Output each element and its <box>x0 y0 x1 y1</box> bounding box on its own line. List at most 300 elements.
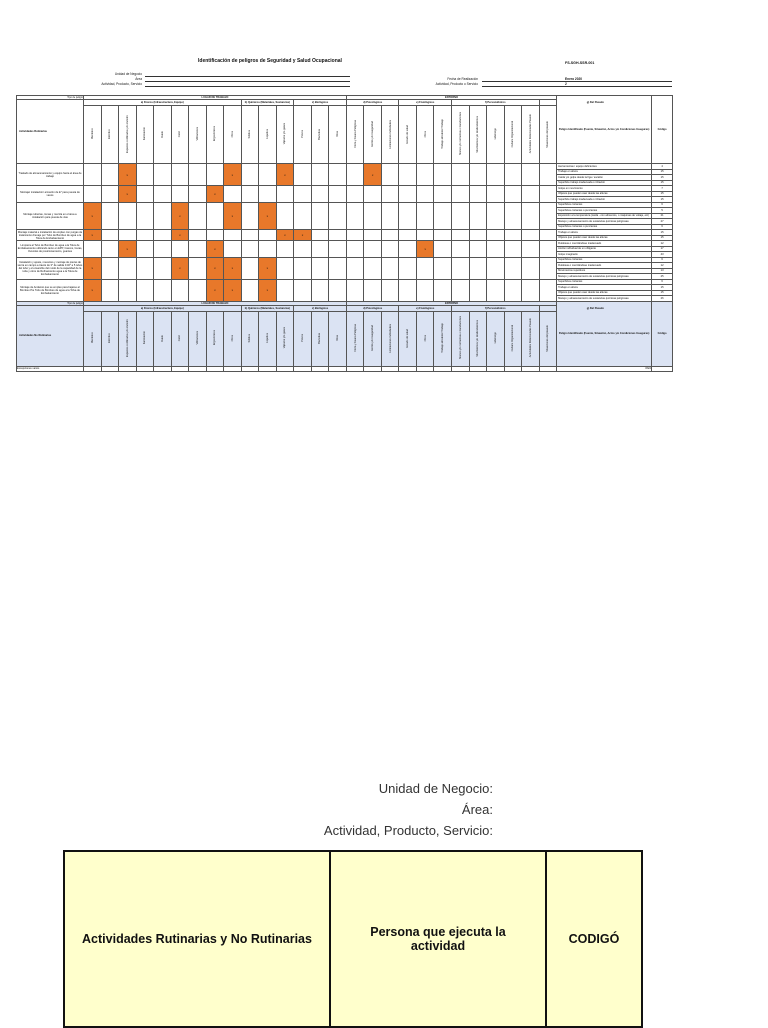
footer-cell[interactable] <box>329 366 347 371</box>
hazard-cell[interactable] <box>241 241 259 258</box>
hazard-cell[interactable] <box>487 202 505 230</box>
bottom-group-5: f) Personal/otros <box>451 305 539 311</box>
top-column-label-25: Actividades Relacionadas Pasado <box>528 114 532 154</box>
hazard-cell[interactable] <box>399 230 417 241</box>
hazard-cell[interactable] <box>329 186 347 203</box>
bottom-actividades-header: Actividades No Rutinarias <box>17 305 84 366</box>
bottom-column-label-20: Trabajo alrededor Trabajo <box>441 323 445 353</box>
footer-cell[interactable] <box>206 366 224 371</box>
hazard-cell[interactable] <box>399 202 417 230</box>
hazard-mark[interactable]: x <box>206 257 224 279</box>
footer-cell[interactable] <box>224 366 242 371</box>
activity-cell: Montaje de Andamio que se empleo para bajarse al Bombeo Pie Tubo de Bombeo de agua a la Tolva de Embalsamiento <box>17 279 84 301</box>
hazard-cell[interactable] <box>522 230 540 241</box>
hazard-mark[interactable]: x <box>84 202 102 230</box>
hazard-text: Superficies cortantes <box>557 202 652 208</box>
top-tipo-peligro: Tipo de peligro <box>17 96 84 100</box>
hazard-mark[interactable]: x <box>84 230 102 241</box>
hazard-cell[interactable] <box>487 257 505 279</box>
hazard-cell[interactable] <box>434 230 452 241</box>
hazard-cell[interactable] <box>399 279 417 301</box>
hazard-cell[interactable] <box>101 279 119 301</box>
hazard-cell[interactable] <box>311 257 329 279</box>
top-column-12 <box>294 106 312 164</box>
hazard-cell[interactable] <box>487 186 505 203</box>
hazard-cell[interactable] <box>241 202 259 230</box>
hazard-cell[interactable] <box>101 230 119 241</box>
hazard-cell[interactable] <box>487 241 505 258</box>
hazard-cell[interactable] <box>101 257 119 279</box>
hazard-mark[interactable]: x <box>259 279 277 301</box>
hazard-cell[interactable] <box>311 164 329 186</box>
hazard-cell[interactable] <box>504 257 522 279</box>
hazard-cell[interactable] <box>276 241 294 258</box>
hazard-code: 13 <box>652 268 673 274</box>
bottom-lugar-trabajo: LUGAR DE TRABAJO <box>84 301 347 305</box>
hazard-text: Manejo y almacenamiento de sustancias químicas peligrosas <box>557 274 652 280</box>
hazard-cell[interactable] <box>469 241 487 258</box>
hazard-cell[interactable] <box>539 202 557 230</box>
hazard-cell[interactable] <box>504 230 522 241</box>
hazard-cell[interactable] <box>346 186 364 203</box>
bottom-column-label-15: Flora y Fauna Peligrosa <box>353 324 357 352</box>
bottom-group-2: c) Biológicos <box>294 305 347 311</box>
hazard-text: Superficies cortantes <box>557 279 652 285</box>
hazard-mark[interactable]: x <box>224 257 242 279</box>
hazard-cell[interactable] <box>434 164 452 186</box>
hazard-cell[interactable] <box>522 241 540 258</box>
hazard-cell[interactable] <box>504 279 522 301</box>
top-column-label-1: Eléctrico <box>108 129 112 139</box>
hazard-cell[interactable] <box>381 186 399 203</box>
hazard-cell[interactable] <box>171 279 189 301</box>
hazard-cell[interactable] <box>241 279 259 301</box>
hazard-cell[interactable] <box>189 164 207 186</box>
hazard-text: Trabajo en altura <box>557 230 652 236</box>
zoom-label-unidad: Unidad de Negocio: <box>378 781 493 796</box>
actividad-field-line[interactable] <box>145 86 350 87</box>
footer-cell[interactable] <box>171 366 189 371</box>
hazard-cell[interactable] <box>136 186 154 203</box>
bottom-group-0: a) Físicos (Infraestructura, Equipo) <box>84 305 242 311</box>
hazard-cell[interactable] <box>381 279 399 301</box>
hazard-cell[interactable] <box>469 230 487 241</box>
hazard-cell[interactable] <box>522 279 540 301</box>
hazard-cell[interactable] <box>364 230 382 241</box>
hazard-cell[interactable] <box>294 241 312 258</box>
hazard-cell[interactable] <box>259 164 277 186</box>
hazard-cell[interactable] <box>154 202 172 230</box>
hazard-cell[interactable] <box>346 164 364 186</box>
bottom-column-4 <box>154 311 172 366</box>
hazard-cell[interactable] <box>381 164 399 186</box>
hazard-cell[interactable] <box>101 164 119 186</box>
hazard-text: Ruidosas o mezclándose inadecuado <box>557 263 652 269</box>
bottom-column-0 <box>84 311 102 366</box>
top-column-13 <box>311 106 329 164</box>
footer-cell[interactable] <box>399 366 417 371</box>
hazard-cell[interactable] <box>539 257 557 279</box>
footer-cell[interactable] <box>241 366 259 371</box>
hazard-cell[interactable] <box>189 202 207 230</box>
top-column-18 <box>399 106 417 164</box>
top-column-22 <box>469 106 487 164</box>
hazard-cell[interactable] <box>136 202 154 230</box>
hazard-cell[interactable] <box>539 241 557 258</box>
hazard-code: 6 <box>652 224 673 230</box>
hazard-mark[interactable]: x <box>119 241 137 258</box>
hazard-text: Golpe imaginario <box>557 252 652 258</box>
fecha-field-line[interactable] <box>482 81 672 82</box>
hazard-cell[interactable] <box>84 186 102 203</box>
hazard-cell[interactable] <box>381 230 399 241</box>
hazard-cell[interactable] <box>154 186 172 203</box>
bottom-group-3: d) Psicológicos <box>346 305 399 311</box>
hazard-mark[interactable]: x <box>259 257 277 279</box>
hazard-cell[interactable] <box>346 241 364 258</box>
hazard-cell[interactable] <box>136 241 154 258</box>
hazard-cell[interactable] <box>451 202 469 230</box>
hazard-cell[interactable] <box>311 202 329 230</box>
hazard-cell[interactable] <box>154 230 172 241</box>
top-column-label-6: Vibraciones <box>195 127 199 141</box>
hazard-mark[interactable]: x <box>206 186 224 203</box>
hazard-mark[interactable]: x <box>224 164 242 186</box>
hazard-text: Herramientas / equipo deficientes <box>557 164 652 170</box>
hazard-cell[interactable] <box>539 186 557 203</box>
bottom-column-label-4: Ruido <box>160 334 164 342</box>
hazard-cell[interactable] <box>416 186 434 203</box>
footer-cell[interactable] <box>539 366 557 371</box>
top-column-21 <box>451 106 469 164</box>
footer-cell[interactable] <box>469 366 487 371</box>
hazard-mark[interactable]: x <box>276 230 294 241</box>
hazard-cell[interactable] <box>469 202 487 230</box>
hazard-cell[interactable] <box>451 164 469 186</box>
hazard-cell[interactable] <box>189 186 207 203</box>
hazard-cell[interactable] <box>539 279 557 301</box>
hazard-mark[interactable]: x <box>224 279 242 301</box>
hazard-cell[interactable] <box>451 186 469 203</box>
hazard-mark[interactable]: x <box>206 279 224 301</box>
bottom-tipo-peligro: Tipo de peligro <box>17 301 84 305</box>
hazard-mark[interactable]: x <box>171 230 189 241</box>
hazard-cell[interactable] <box>171 186 189 203</box>
footer-cell[interactable] <box>84 366 102 371</box>
footer-cell[interactable] <box>381 366 399 371</box>
hazard-cell[interactable] <box>469 279 487 301</box>
hazard-cell[interactable] <box>206 230 224 241</box>
zoom-label-area: Área: <box>461 802 493 817</box>
top-column-1 <box>101 106 119 164</box>
hazard-cell[interactable] <box>136 164 154 186</box>
bottom-column-label-6: Vibraciones <box>195 331 199 345</box>
hazard-cell[interactable] <box>329 230 347 241</box>
hazard-cell[interactable] <box>329 257 347 279</box>
hazard-cell[interactable] <box>487 164 505 186</box>
hazard-cell[interactable] <box>469 257 487 279</box>
footer-cell[interactable] <box>451 366 469 371</box>
hazard-cell[interactable] <box>504 202 522 230</box>
hazard-text: Caída y/o golpe desde la figa / escalón <box>557 175 652 181</box>
hazard-cell[interactable] <box>346 279 364 301</box>
hazard-cell[interactable] <box>487 279 505 301</box>
hazard-mark[interactable]: x <box>276 164 294 186</box>
area-field-line[interactable] <box>145 81 350 82</box>
hazard-code: 25 <box>652 274 673 280</box>
bottom-column-label-1: Eléctrico <box>108 333 112 343</box>
footer-cell[interactable] <box>434 366 452 371</box>
footer-cell[interactable] <box>136 366 154 371</box>
hazard-cell[interactable] <box>399 186 417 203</box>
hazard-mark[interactable]: x <box>259 202 277 230</box>
hazard-cell[interactable] <box>329 202 347 230</box>
hazard-cell[interactable] <box>399 164 417 186</box>
hazard-cell[interactable] <box>522 202 540 230</box>
hazard-cell[interactable] <box>469 186 487 203</box>
bottom-column-1 <box>101 311 119 366</box>
hazard-cell[interactable] <box>451 241 469 258</box>
hazard-cell[interactable] <box>241 230 259 241</box>
top-group-0: a) Físicos (Infraestructura, Equipo) <box>84 100 242 106</box>
hazard-mark[interactable]: x <box>84 257 102 279</box>
hazard-code: 15 <box>652 290 673 296</box>
footer-cell[interactable] <box>119 366 137 371</box>
hazard-cell[interactable] <box>101 202 119 230</box>
hazard-cell[interactable] <box>504 164 522 186</box>
hazard-cell[interactable] <box>381 257 399 279</box>
hazard-cell[interactable] <box>364 279 382 301</box>
hazard-mark[interactable]: x <box>171 202 189 230</box>
top-column-label-17: Limitaciones individuales <box>388 119 392 149</box>
hazard-mark[interactable]: x <box>294 230 312 241</box>
hazard-cell[interactable] <box>311 241 329 258</box>
bottom-column-label-19: Otros <box>423 334 427 342</box>
footer-cell[interactable] <box>504 366 522 371</box>
hazard-cell[interactable] <box>154 279 172 301</box>
hazard-text: Trabajo en altura <box>557 285 652 291</box>
hazard-text: Superficies cortantes o punzantes <box>557 208 652 214</box>
top-column-10 <box>259 106 277 164</box>
hazard-cell[interactable] <box>329 164 347 186</box>
document-code: FS-SGH-SSR-001 <box>565 61 595 65</box>
top-column-2 <box>119 106 137 164</box>
hazard-cell[interactable] <box>311 279 329 301</box>
hazard-cell[interactable] <box>364 241 382 258</box>
hazard-cell[interactable] <box>346 202 364 230</box>
hazard-cell[interactable] <box>381 202 399 230</box>
hazard-cell[interactable] <box>399 257 417 279</box>
bottom-column-label-16: Estrés y/o inseguridad <box>371 325 375 351</box>
label-actividad: Actividad, Producto, Servicio <box>101 82 142 86</box>
bottom-column-label-23: Liderazgo <box>493 332 497 344</box>
hazard-cell[interactable] <box>416 230 434 241</box>
hazard-cell[interactable] <box>346 257 364 279</box>
footer-cell[interactable] <box>259 366 277 371</box>
hazard-cell[interactable] <box>101 241 119 258</box>
hazard-code: 12 <box>652 263 673 269</box>
hazard-cell[interactable] <box>241 164 259 186</box>
bottom-column-label-21: Sismos y/o tormentas o inundaciones <box>458 316 462 360</box>
hazard-text: Manejo y almacenamiento de sustancias químicas peligrosas <box>557 296 652 302</box>
hazard-cell[interactable] <box>469 164 487 186</box>
producto-field-line[interactable] <box>482 86 672 87</box>
activity-cell: Traslado de almacenamiento y equipo hacia el área de trabajo <box>17 164 84 186</box>
bottom-column-22 <box>469 311 487 366</box>
top-column-label-5: Calor <box>178 130 182 138</box>
hazard-cell[interactable] <box>154 257 172 279</box>
hazard-cell[interactable] <box>294 279 312 301</box>
hazard-matrix <box>16 95 673 372</box>
top-column-3 <box>136 106 154 164</box>
top-group-2: c) Biológicos <box>294 100 347 106</box>
top-column-label-26: Situaciones del pasado <box>546 120 550 148</box>
hazard-cell[interactable] <box>487 230 505 241</box>
hazard-cell[interactable] <box>241 186 259 203</box>
hazard-mark[interactable]: x <box>224 202 242 230</box>
hazard-cell[interactable] <box>434 202 452 230</box>
hazard-cell[interactable] <box>311 230 329 241</box>
hazard-text: Ruidosas o mezclándose inadecuado <box>557 241 652 247</box>
footer-row-label: Excepciones varios <box>17 366 84 371</box>
footer-cell[interactable] <box>416 366 434 371</box>
footer-cell[interactable] <box>294 366 312 371</box>
hazard-cell[interactable] <box>329 279 347 301</box>
hazard-cell[interactable] <box>434 241 452 258</box>
hazard-cell[interactable] <box>136 279 154 301</box>
hazard-cell[interactable] <box>259 186 277 203</box>
hazard-cell[interactable] <box>171 241 189 258</box>
hazard-cell[interactable] <box>381 241 399 258</box>
footer-cell[interactable] <box>311 366 329 371</box>
hazard-cell[interactable] <box>522 257 540 279</box>
hazard-cell[interactable] <box>364 257 382 279</box>
hazard-cell[interactable] <box>136 257 154 279</box>
hazard-mark[interactable]: x <box>364 164 382 186</box>
hazard-cell[interactable] <box>294 257 312 279</box>
hazard-mark[interactable]: x <box>206 241 224 258</box>
hazard-text: Trabajo en altura <box>557 169 652 175</box>
activity-cell: Limpieza al Tubo de Bombeo de agua a la Tolva de Embalsamiento utilizando tanto en EPP, Cascos, Guías, Overoles de posicionamiento, guantes <box>17 241 84 258</box>
hazard-cell[interactable] <box>504 186 522 203</box>
hazard-cell[interactable] <box>416 202 434 230</box>
footer-cell[interactable] <box>522 366 540 371</box>
footer-cell[interactable] <box>276 366 294 371</box>
footer-cell[interactable] <box>364 366 382 371</box>
footer-cell[interactable] <box>101 366 119 371</box>
hazard-cell[interactable] <box>294 164 312 186</box>
hazard-cell[interactable] <box>276 202 294 230</box>
hazard-cell[interactable] <box>84 241 102 258</box>
hazard-cell[interactable] <box>224 230 242 241</box>
top-column-label-12: Polvos <box>300 130 304 138</box>
hazard-cell[interactable] <box>364 202 382 230</box>
top-column-label-8: Otros <box>230 130 234 138</box>
hazard-cell[interactable] <box>189 230 207 241</box>
top-column-label-24: Cultura Organizacional <box>511 120 515 148</box>
hazard-cell[interactable] <box>294 186 312 203</box>
hazard-cell[interactable] <box>522 164 540 186</box>
top-column-label-23: Liderazgo <box>493 128 497 140</box>
hazard-cell[interactable] <box>206 164 224 186</box>
hazard-cell[interactable] <box>276 279 294 301</box>
bottom-column-label-18: Estado de salud <box>406 328 410 348</box>
hazard-cell[interactable] <box>154 241 172 258</box>
hazard-cell[interactable] <box>154 164 172 186</box>
hazard-cell[interactable] <box>101 186 119 203</box>
top-column-label-14: Virus <box>336 131 340 137</box>
hazard-mark[interactable]: x <box>119 186 137 203</box>
hazard-cell[interactable] <box>434 279 452 301</box>
hazard-cell[interactable] <box>119 257 137 279</box>
hazard-cell[interactable] <box>119 279 137 301</box>
bottom-column-label-9: Sólidos <box>248 333 252 343</box>
hazard-cell[interactable] <box>416 257 434 279</box>
hazard-cell[interactable] <box>311 186 329 203</box>
hazard-cell[interactable] <box>451 230 469 241</box>
activity-cell: Montaje/ instalación/ armazón de E° para puesta de vanos <box>17 186 84 203</box>
footer-cell[interactable] <box>346 366 364 371</box>
hazard-cell[interactable] <box>294 202 312 230</box>
hazard-cell[interactable] <box>434 186 452 203</box>
hazard-cell[interactable] <box>329 241 347 258</box>
footer-code-cell[interactable] <box>652 366 673 371</box>
hazard-cell[interactable] <box>522 186 540 203</box>
hazard-cell[interactable] <box>399 241 417 258</box>
footer-cell[interactable] <box>154 366 172 371</box>
hazard-cell[interactable] <box>84 164 102 186</box>
hazard-cell[interactable] <box>189 257 207 279</box>
hazard-mark[interactable]: x <box>416 241 434 258</box>
hazard-mark[interactable]: x <box>84 279 102 301</box>
hazard-cell[interactable] <box>276 257 294 279</box>
hazard-cell[interactable] <box>451 257 469 279</box>
hazard-mark[interactable]: x <box>171 257 189 279</box>
hazard-cell[interactable] <box>276 186 294 203</box>
hazard-cell[interactable] <box>119 202 137 230</box>
hazard-cell[interactable] <box>189 279 207 301</box>
hazard-cell[interactable] <box>416 164 434 186</box>
hazard-cell[interactable] <box>259 230 277 241</box>
hazard-cell[interactable] <box>346 230 364 241</box>
hazard-cell[interactable] <box>241 257 259 279</box>
hazard-cell[interactable] <box>136 230 154 241</box>
hazard-cell[interactable] <box>224 186 242 203</box>
hazard-text: Objetos que pueden caer desde las alturas <box>557 191 652 197</box>
unidad-field-line[interactable] <box>145 76 350 77</box>
hazard-cell[interactable] <box>539 164 557 186</box>
top-peligro-header: Peligro Identificado (Fuente, Situación, Actos y/o Condiciones Inseguras) <box>557 96 652 164</box>
hazard-cell[interactable] <box>504 241 522 258</box>
hazard-cell[interactable] <box>189 241 207 258</box>
top-column-label-15: Flora y Fauna Peligrosa <box>353 120 357 148</box>
footer-cell[interactable] <box>487 366 505 371</box>
top-column-label-21: Sismos y/o tormentas o inundaciones <box>458 112 462 156</box>
hazard-cell[interactable] <box>259 241 277 258</box>
hazard-cell[interactable] <box>171 164 189 186</box>
hazard-cell[interactable] <box>206 202 224 230</box>
hazard-mark[interactable]: x <box>119 164 137 186</box>
hazard-cell[interactable] <box>119 230 137 241</box>
bottom-group-6: g) Del Pasado <box>539 305 652 311</box>
hazard-cell[interactable] <box>451 279 469 301</box>
hazard-cell[interactable] <box>364 186 382 203</box>
hazard-cell[interactable] <box>416 279 434 301</box>
hazard-cell[interactable] <box>539 230 557 241</box>
hazard-cell[interactable] <box>434 257 452 279</box>
footer-cell[interactable] <box>189 366 207 371</box>
hazard-cell[interactable] <box>224 241 242 258</box>
